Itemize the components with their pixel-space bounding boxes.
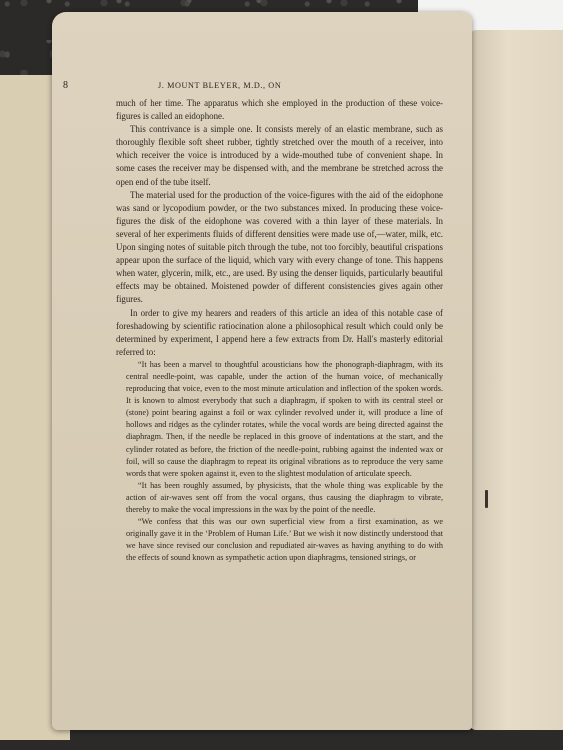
paragraph-3: The material used for the production of the voice-figures with the aid of the eidophone was sand or lycopodium powder, or the two substances mixed. In producing these voice-figures the disk of the eidophone was covered with a thin layer of these materials. In several of her experiments fluids of different densities were made use of,—water, milk, etc. Upon singing notes of suitable pitch through the tube, not too forcibly, beautiful crispations appear upon the surface of the liquid, which vary with every change of tone. This happens when water, glycerin, milk, etc., are used. By using the denser liquids, particularly beautiful effects may be obtained. Moistened powder of different consistencies gives again other figures. <box>116 189 443 305</box>
quote-2: “It has been roughly assumed, by physicists, that the whole thing was explicable by the action of air-waves sent off from the vocal organs, thus causing the diaphragm to vibrate, thereby to make the vocal impressions in the wax by the point of the needle. <box>126 480 443 514</box>
binding-mark <box>485 490 488 508</box>
paragraph-2: This contrivance is a simple one. It consists merely of an elastic membrane, such as thoroughly flexible soft sheet rubber, tightly stretched over the mouth of a receiver, into which receiver the voice is introduced by a wide-mouthed tube of convenient shape. In some cases the receiver may be dispensed with, and the membrane be stretched across the open end of the tube itself. <box>116 124 443 187</box>
quote-1: “It has been a marvel to thoughtful acousticians how the phonograph-diaphragm, with its central needle-point, was capable, under the action of the human voice, of mechanically reproducing that voice, even to the most minute articulation and inflection of the spoken words. It is known to almost everybody that such a diaphragm, if spoken to with its central steel or (stone) point bearing against a foil or wax cylinder revolved under it, will produce a line of hollows and ridges as the cylinder rotates, while the vocal words are being directed against the diaphragm. Then, if the needle be replaced in this groove of indentations at the start, and the cylinder rotated as before, the friction of the needle-point, rubbing against the indented wax or foil, will so cause the diaphragm to repeat its original vibrations as to reproduce the very same words that were spoken against it, even to the slightest modulation of articulate speech. <box>126 359 443 478</box>
paragraph-1: much of her time. The apparatus which she employed in the production of these voice-figures is called an eidophone. <box>116 98 443 122</box>
paragraph-4: In order to give my hearers and readers of this article an idea of this notable case of foreshadowing by scientific ratiocination alone a philosophical result which could only be determined by experiment, I append here a few extracts from Dr. Hall's masterly editorial referred to: <box>116 307 443 357</box>
page-header <box>0 80 563 96</box>
quote-3: “We confess that this was our own superficial view from a first examination, as we originally gave it in the ‘Problem of Human Life.’ But we wish it now distinctly understood that we have since revised our conclusion and repudiated air-waves as having anything to do with the effects of sound known as sympathetic action upon diaphragms, tensioned strings, or <box>126 517 443 563</box>
page-body <box>116 97 443 564</box>
facing-pages <box>470 30 563 730</box>
page-number: 8 <box>63 80 68 91</box>
running-head: J. MOUNT BLEYER, M.D., ON <box>158 81 282 90</box>
